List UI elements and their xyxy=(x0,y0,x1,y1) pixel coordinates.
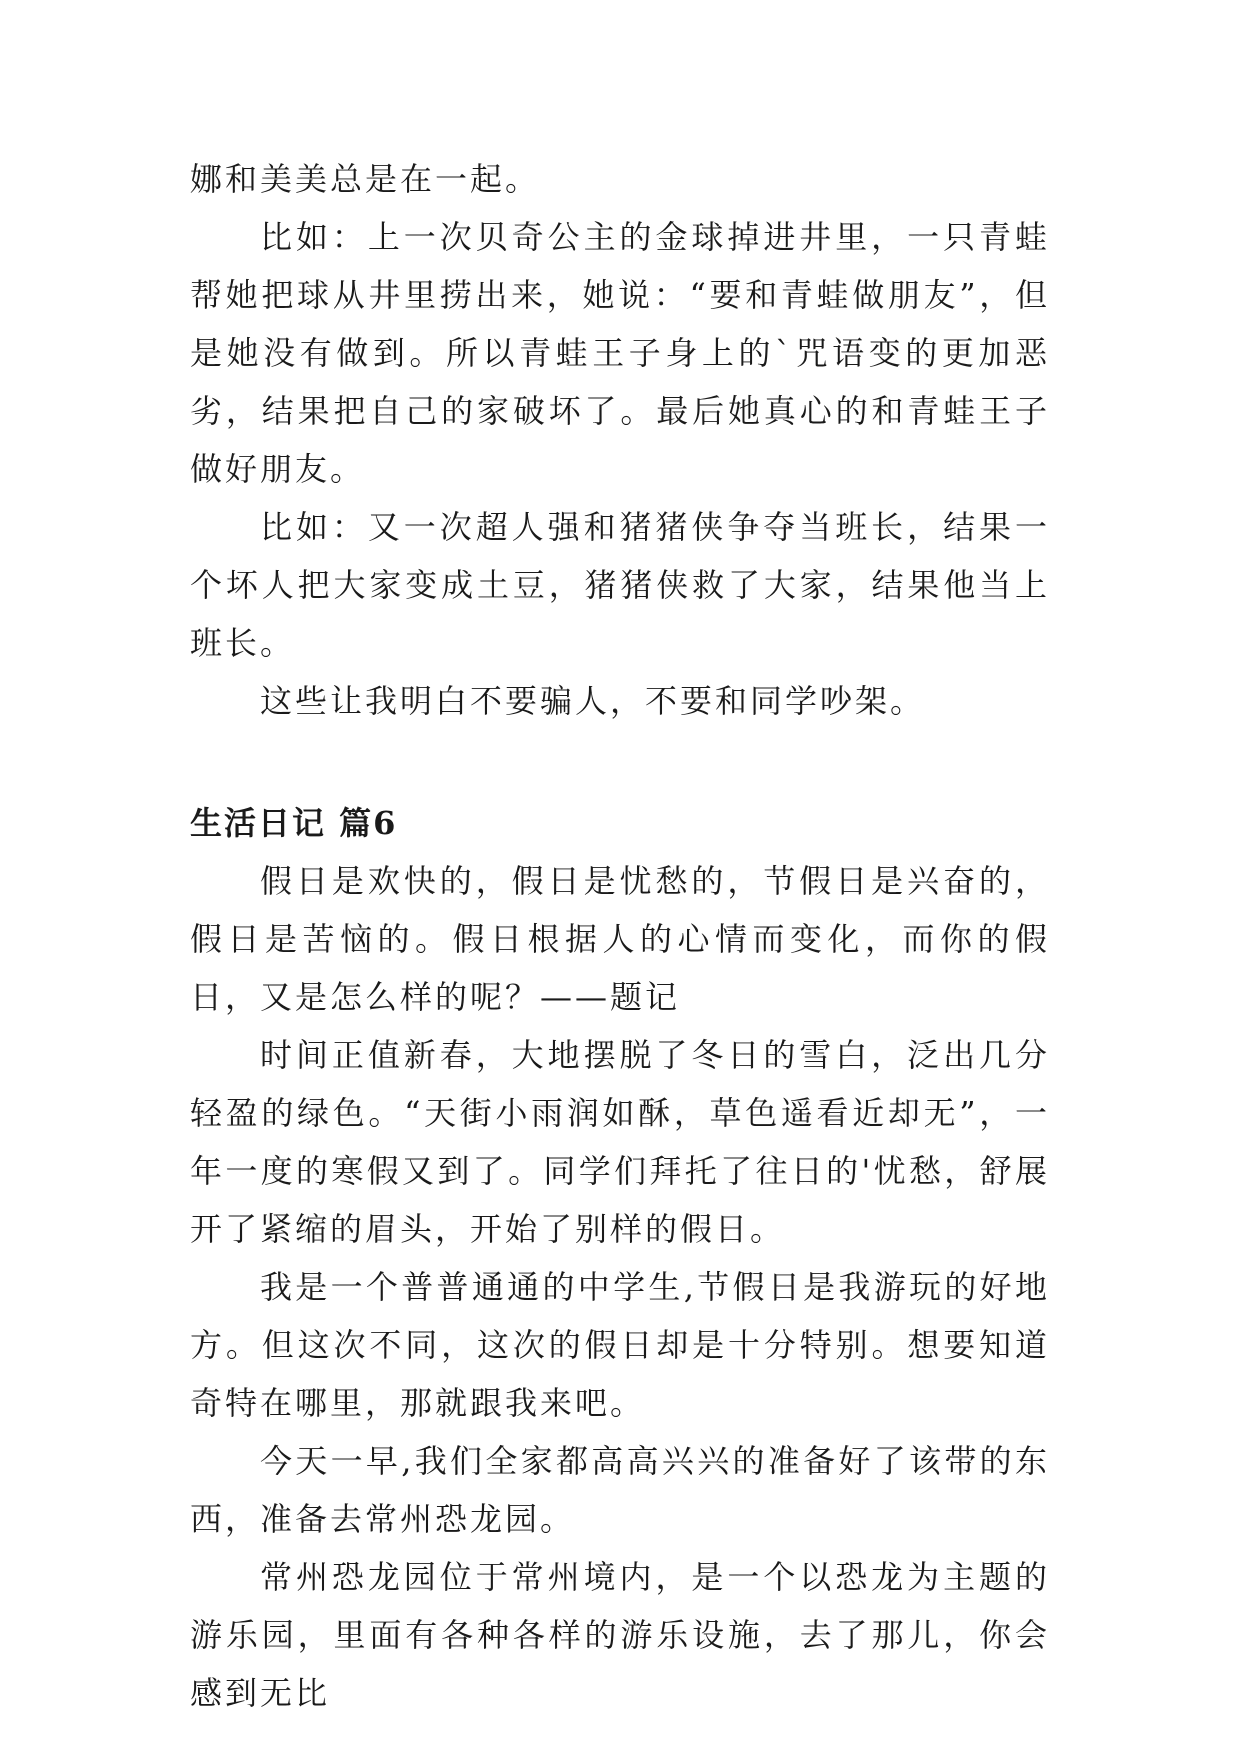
paragraph-new-spring: 时间正值新春，大地摆脱了冬日的雪白，泛出几分轻盈的绿色。“天街小雨润如酥，草色遥看近却无”，一年一度的寒假又到了。同学们拜托了往日的'忧愁，舒展开了紧缩的眉头，开始了别样的假日。 xyxy=(190,1036,1050,1248)
paragraph-student: 我是一个普普通通的中学生,节假日是我游玩的好地方。但这次不同，这次的假日却是十分特别。想要知道奇特在哪里，那就跟我来吧。 xyxy=(190,1268,1050,1422)
paragraph-epigraph: 假日是欢快的，假日是忧愁的，节假日是兴奋的，假日是苦恼的。假日根据人的心情而变化，而你的假日，又是怎么样的呢？——题记 xyxy=(190,862,1050,1016)
paragraph-frog-prince: 比如：上一次贝奇公主的金球掉进井里，一只青蛙帮她把球从井里捞出来，她说：“要和青蛙做朋友”，但是她没有做到。所以青蛙王子身上的`咒语变的更加恶劣，结果把自己的家破坏了。最后她真心的和青蛙王子做好朋友。 xyxy=(190,218,1050,488)
document-page xyxy=(190,150,1050,1722)
paragraph-continuation: 娜和美美总是在一起。 xyxy=(190,160,541,198)
section-title: 生活日记 篇6 xyxy=(190,804,398,842)
paragraph-lesson: 这些让我明白不要骗人，不要和同学吵架。 xyxy=(260,682,926,720)
paragraph-morning: 今天一早,我们全家都高高兴兴的准备好了该带的东西，准备去常州恐龙园。 xyxy=(190,1442,1050,1538)
paragraph-dinosaur-park: 常州恐龙园位于常州境内，是一个以恐龙为主题的游乐园，里面有各种各样的游乐设施，去了那儿，你会感到无比 xyxy=(190,1558,1050,1712)
paragraph-class-monitor: 比如：又一次超人强和猪猪侠争夺当班长，结果一个坏人把大家变成土豆，猪猪侠救了大家，结果他当上班长。 xyxy=(190,508,1050,662)
section-gap xyxy=(190,730,1050,794)
